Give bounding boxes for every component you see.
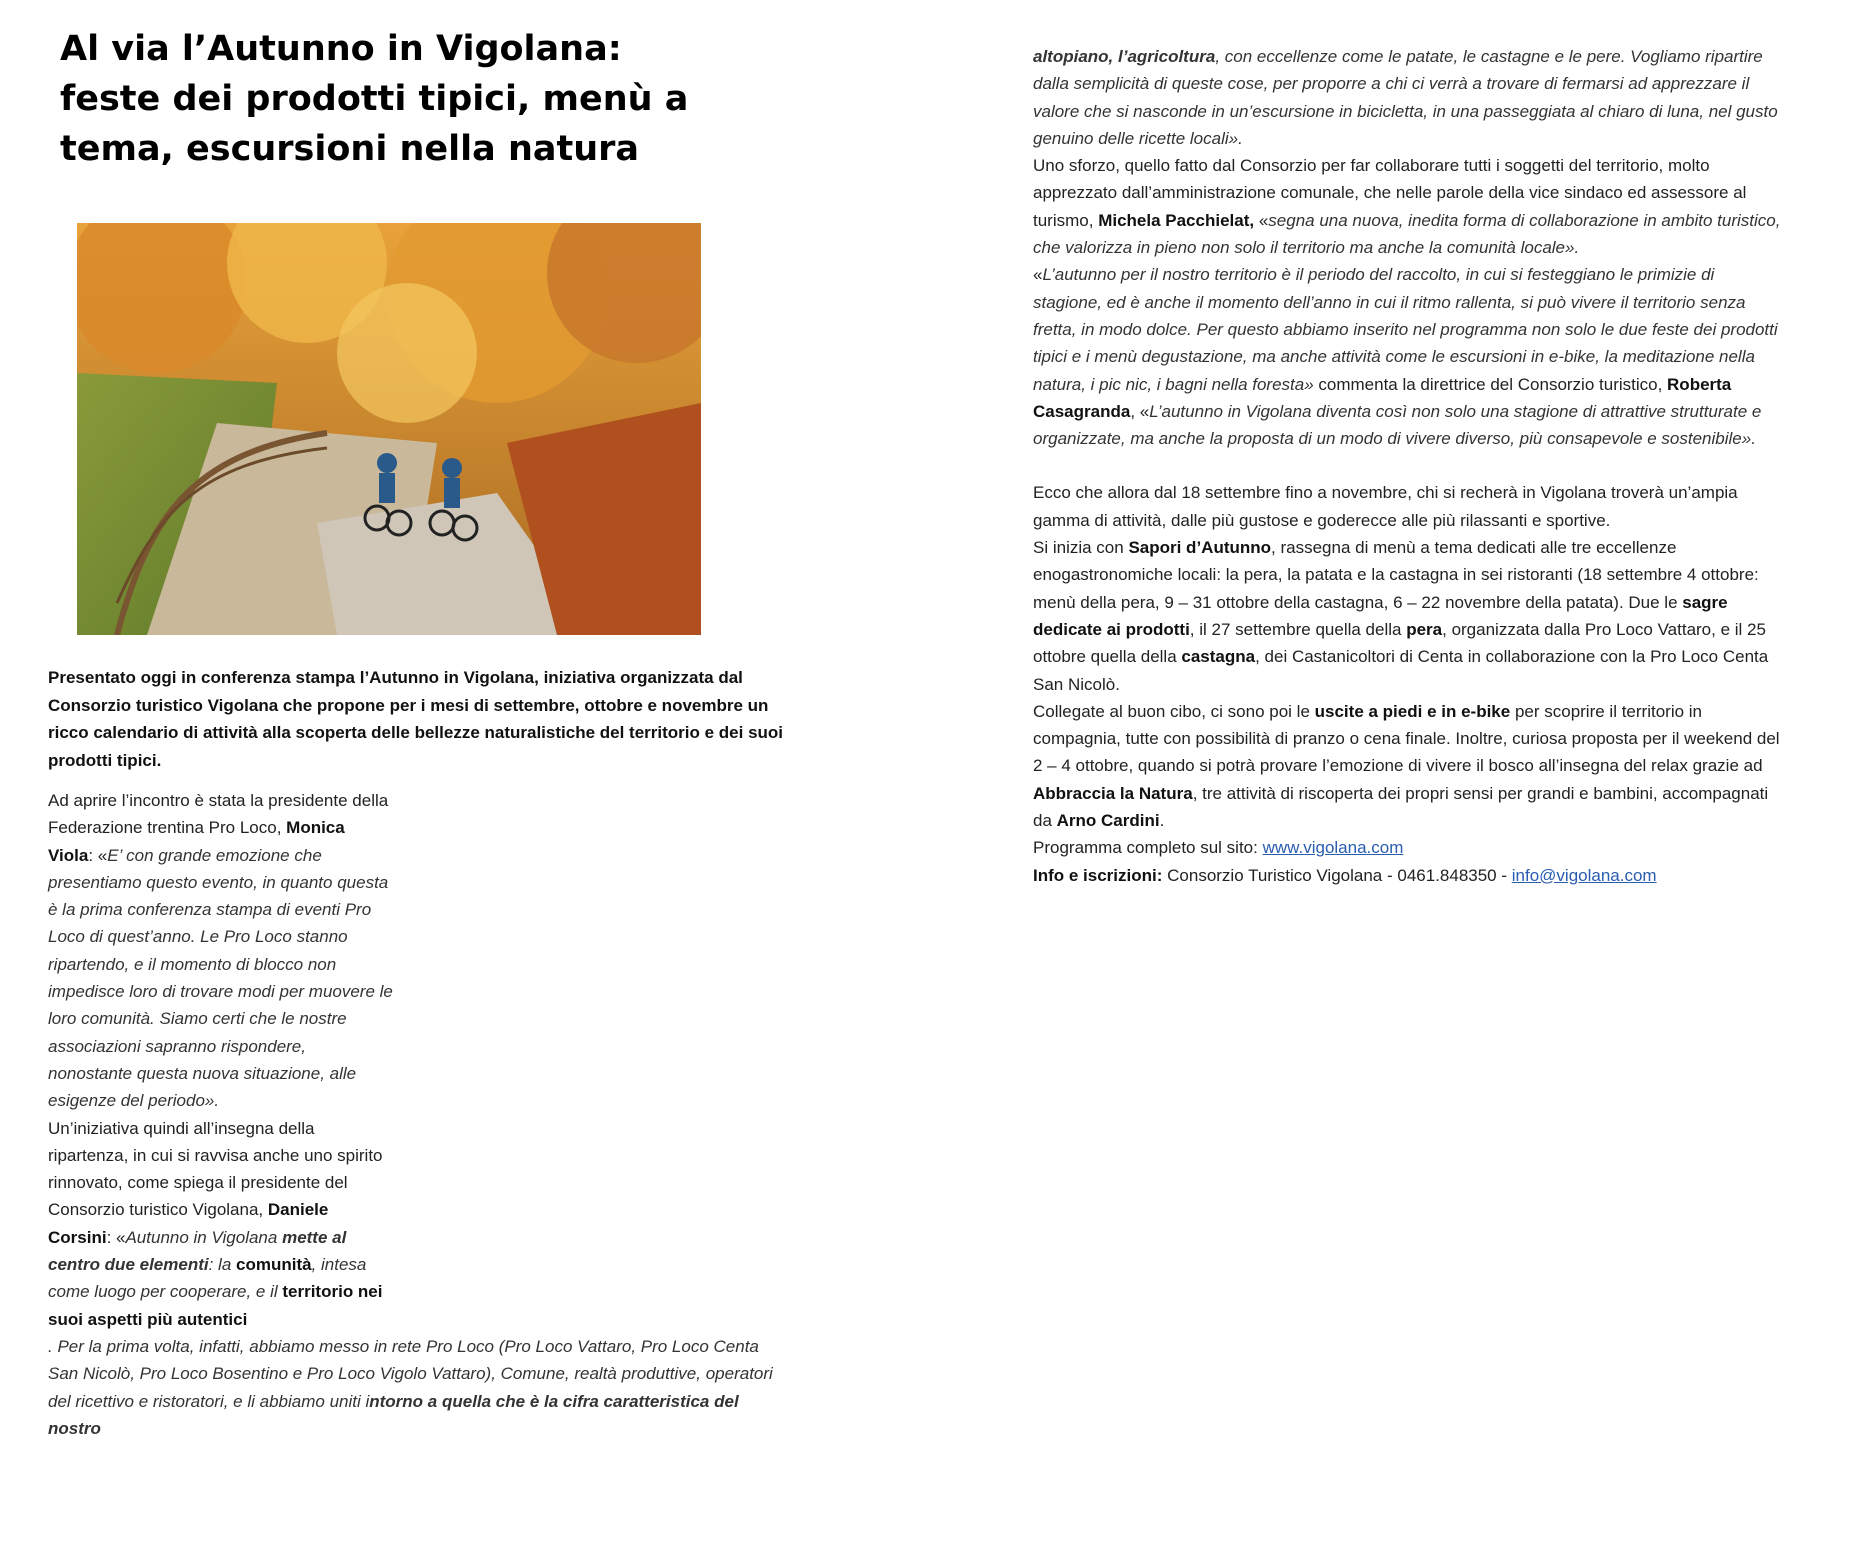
text-segment: Un’iniziativa quindi all’insegna della ripartenza, in cui si ravvisa anche uno spirito rinnovato, come spiega il presidente del Consorzio turistico Vigolana, bbox=[48, 1118, 383, 1220]
text-segment: , il 27 settembre quella della bbox=[1189, 619, 1407, 639]
text-segment: , rassegna di menù a tema dedicati alle tre eccellenze enogastronomiche locali: la pera, la patata e la castagna in sei ristoranti (18 settembre 4 ottobre: menù della pera, 9 – 31 ottobre della castagna, 6 – 22 novembre della patata). Due le bbox=[1033, 538, 1759, 612]
highlight: pera bbox=[1406, 619, 1443, 639]
quote-bold: mette al centro due elementi bbox=[48, 1227, 347, 1275]
right-column bbox=[1033, 43, 1783, 889]
left-column bbox=[48, 787, 773, 1442]
person-name: Daniele Corsini bbox=[48, 1200, 329, 1247]
website-link[interactable]: www.vigolana.com bbox=[1262, 838, 1404, 858]
quote-bold: ntorno a quella che è la cifra caratteristica del nostro bbox=[48, 1391, 739, 1438]
paragraph bbox=[1033, 698, 1783, 834]
highlight: castagna bbox=[1181, 647, 1256, 667]
event-name: Sapori d’Autunno bbox=[1128, 538, 1272, 558]
quote-text: Autunno in Vigolana bbox=[125, 1227, 283, 1247]
paragraph: Ecco che allora dal 18 settembre fino a novembre, chi si recherà in Vigolana troverà un’ampia gamma di attività, dalle più gustose e goderecce alle più rilassanti e sportive. bbox=[1033, 483, 1738, 530]
text-segment: , organizzata dalla Pro Loco Vattaro, e il 25 ottobre quella della bbox=[1033, 619, 1766, 667]
article-title: Al via l’Autunno in Vigolana: feste dei prodotti tipici, menù a tema, escursioni nella natura bbox=[60, 29, 689, 169]
highlight: sagre dedicate ai prodotti bbox=[1033, 592, 1728, 639]
quote-text: L’autunno in Vigolana diventa così non solo una stagione di attrattive strutturate e organizzate, ma anche la proposta di un modo di vivere diverso, più consapevole e sostenibile». bbox=[1033, 401, 1762, 449]
text-segment: Si inizia con bbox=[1033, 538, 1129, 558]
event-name: Abbraccia la Natura bbox=[1033, 783, 1193, 803]
text-segment: Collegate al buon cibo, ci sono poi le bbox=[1033, 701, 1315, 721]
text-segment: « bbox=[1254, 210, 1269, 230]
person-name: Michela Pacchielat, bbox=[1098, 210, 1255, 230]
highlight: uscite a piedi e in e-bike bbox=[1314, 701, 1511, 721]
quote-text: , con eccellenze come le patate, le castagne e le pere. Vogliamo ripartire dalla semplicità di queste cose, per proporre a chi ci verrà a trovare di fermarsi ad apprezzare il valore che si nasconde in un’escursione in bicicletta, in una passeggiata al chiaro di luna, nel gusto genuino delle ricette locali». bbox=[1033, 47, 1778, 148]
paragraph bbox=[1033, 43, 1783, 152]
quote-text: : la bbox=[208, 1255, 237, 1275]
text-segment: . bbox=[1159, 811, 1165, 831]
text-segment: , dei Castanicoltori di Centa in collaborazione con la Pro Loco Centa San Nicolò. bbox=[1033, 647, 1769, 694]
text-segment: Consorzio Turistico Vigolana - 0461.848350 - bbox=[1162, 865, 1512, 885]
cycling-photo bbox=[77, 223, 701, 635]
text-segment: , tre attività di riscoperta dei propri sensi per grandi e bambini, accompagnati da bbox=[1033, 783, 1769, 831]
text-segment: commenta la direttrice del Consorzio turistico, bbox=[1313, 374, 1668, 394]
quote-text: . Per la prima volta, infatti, abbiamo messo in rete Pro Loco (Pro Loco Vattaro, Pro Loco Centa San Nicolò, Pro Loco Bosentino e Pro Loco Vigolo Vattaro), Comune, realtà produttive, operatori del ricettivo e ristoratori, e li abbiamo uniti i bbox=[48, 1336, 773, 1411]
quote-text: segna una nuova, inedita forma di collaborazione in ambito turistico, che valorizza in pieno non solo il territorio ma anche la comunità locale». bbox=[1033, 210, 1781, 258]
quote-text: E’ con grande emozione che presentiamo questo evento, in quanto questa è la prima conferenza stampa di eventi Pro Loco di quest’anno. Le Pro Loco stanno ripartendo, e il momento di blocco non impedisce loro di trovare modi per muovere le loro comunità. Siamo certi che le nostre associazioni sapranno rispondere, nonostante questa nuova situazione, alle esigenze del periodo». bbox=[48, 845, 393, 1111]
quote-bold: comunità bbox=[236, 1255, 312, 1275]
email-link[interactable]: info@vigolana.com bbox=[1511, 865, 1657, 885]
quote-text: , intesa come luogo per cooperare, e il bbox=[48, 1255, 367, 1302]
text-segment: : « bbox=[88, 845, 108, 865]
text-segment: , « bbox=[1130, 401, 1150, 421]
text-segment: Ad aprire l’incontro è stata la presidente della Federazione trentina Pro Loco, bbox=[48, 791, 389, 838]
quote-bold: territorio nei suoi aspetti più autentici bbox=[48, 1282, 383, 1329]
text-segment: « bbox=[1033, 265, 1043, 285]
article-lead: Presentato oggi in conferenza stampa l’Autunno in Vigolana, iniziativa organizzata dal Consorzio turistico Vigolana che propone per i mesi di settembre, ottobre e novembre un ricco calendario di attività alla scoperta delle bellezze naturalistiche del territorio e dei suoi prodotti tipici. bbox=[48, 668, 784, 770]
paragraph bbox=[1033, 152, 1783, 261]
autumn-path-cyclists-image bbox=[77, 223, 701, 635]
person-name: Monica Viola bbox=[48, 818, 345, 865]
text-segment: : « bbox=[106, 1227, 126, 1247]
paragraph bbox=[1033, 862, 1783, 889]
paragraph bbox=[1033, 534, 1783, 698]
info-label: Info e iscrizioni: bbox=[1033, 865, 1163, 885]
text-segment: Uno sforzo, quello fatto dal Consorzio per far collaborare tutti i soggetti del territorio, molto apprezzato dall’amministrazione comunale, che nelle parole della vice sindaco ed assessore al turismo, bbox=[1033, 156, 1747, 230]
paragraph bbox=[1033, 834, 1783, 861]
person-name: Arno Cardini bbox=[1056, 811, 1160, 831]
quote-text: L’autunno per il nostro territorio è il periodo del raccolto, in cui si festeggiano le primizie di stagione, ed è anche il momento dell’anno in cui il ritmo rallenta, si può vivere il territorio senza fretta, in modo dolce. Per questo abbiamo inserito nel programma non solo le due feste dei prodotti tipici e i menù degustazione, ma anche attività come le escursioni in e-bike, la meditazione nella natura, i pic nic, i bagni nella foresta» bbox=[1033, 265, 1778, 394]
text-segment: Programma completo sul sito: bbox=[1033, 838, 1263, 858]
quote-bold: altopiano, l’agricoltura bbox=[1033, 47, 1216, 66]
text-segment: per scoprire il territorio in compagnia, tutte con possibilità di pranzo o cena finale. Inoltre, curiosa proposta per il weekend del 2 – 4 ottobre, quando si potrà provare l’emozione di vivere il bosco all’insegna del relax grazie ad bbox=[1033, 701, 1780, 776]
person-name: Roberta Casagranda bbox=[1033, 374, 1732, 421]
paragraph bbox=[1033, 261, 1783, 452]
